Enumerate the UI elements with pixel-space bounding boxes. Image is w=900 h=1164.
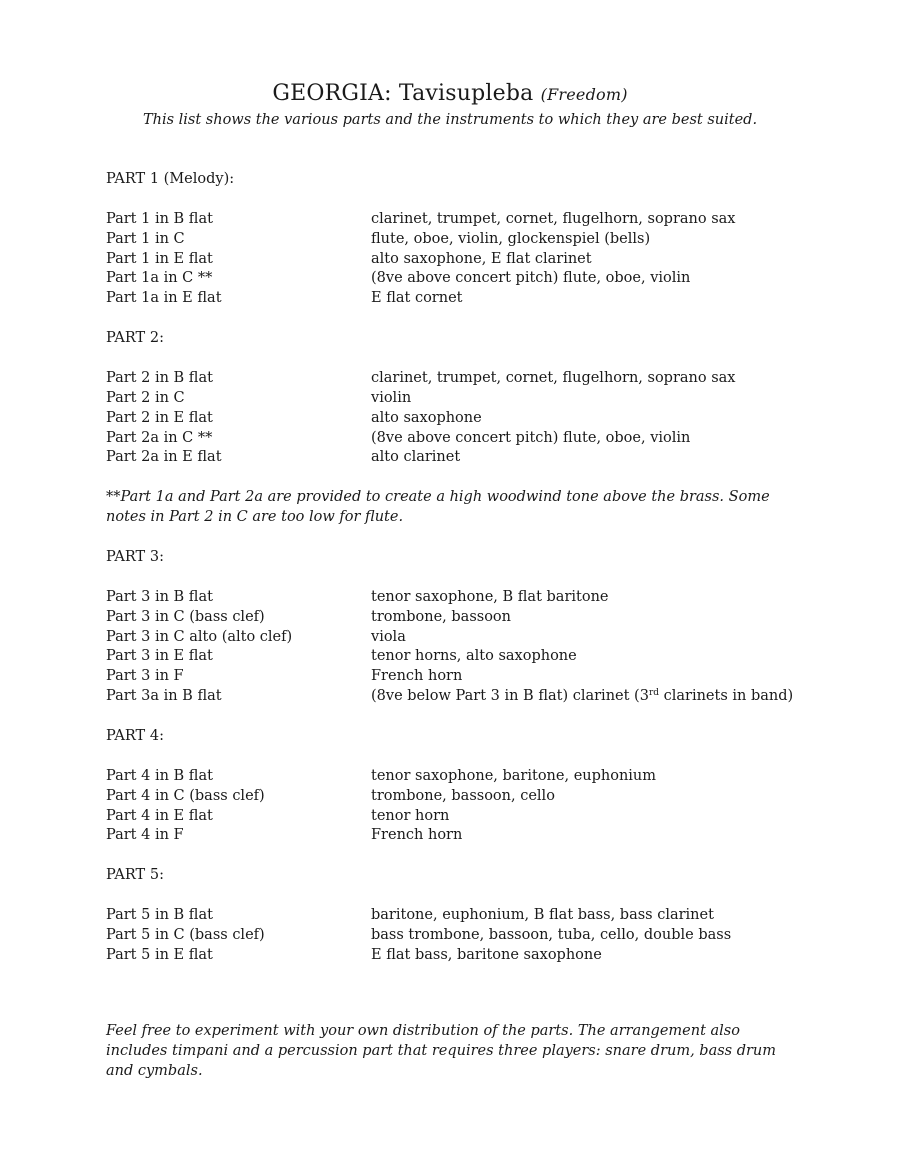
part-row <box>106 647 806 667</box>
part-instruments: tenor saxophone, B flat baritone <box>371 588 609 605</box>
part-row <box>106 409 806 429</box>
part-name: Part 3 in F <box>106 668 184 685</box>
title-translation: (Freedom) <box>540 85 628 104</box>
spacer <box>106 846 806 866</box>
part-instruments: E flat bass, baritone saxophone <box>371 946 602 963</box>
spacer <box>106 309 806 329</box>
part-name: Part 5 in B flat <box>106 906 213 923</box>
spacer <box>106 747 806 767</box>
part-instruments: tenor horns, alto saxophone <box>371 648 577 665</box>
part-row <box>106 588 806 608</box>
spacer <box>106 468 806 488</box>
part-instruments: baritone, euphonium, B flat bass, bass clarinet <box>371 906 714 923</box>
part-instruments: E flat cornet <box>371 290 463 307</box>
part-name: Part 5 in E flat <box>106 946 213 963</box>
part-row <box>106 448 806 468</box>
spacer <box>106 568 806 588</box>
part-row <box>106 667 806 687</box>
part-row <box>106 926 806 946</box>
part-name: Part 1a in C ** <box>106 270 213 287</box>
part-name: Part 4 in C (bass clef) <box>106 787 265 804</box>
part-row <box>106 767 806 787</box>
spacer <box>106 528 806 548</box>
section-heading-part-1: PART 1 (Melody): <box>106 171 235 187</box>
page-subtitle: This list shows the various parts and the instruments to which they are best suited. <box>142 112 758 128</box>
instruments-text: (8ve below Part 3 in B flat) clarinet (3 <box>371 688 649 705</box>
part-row <box>106 250 806 270</box>
woodwind-note: **Part 1a and Part 2a are provided to create a high woodwind tone above the brass. Some notes in Part 2 in C are too low for flute. <box>106 489 770 526</box>
part-name: Part 3 in B flat <box>106 588 213 605</box>
part-row <box>106 389 806 409</box>
part-instruments: French horn <box>371 827 463 844</box>
instruments-text: clarinets in band) <box>659 688 794 705</box>
part-instruments: tenor horn <box>371 807 450 824</box>
part-instruments: violin <box>371 389 412 406</box>
part-row <box>106 946 806 966</box>
part-name: Part 2a in C ** <box>106 429 213 446</box>
part-instruments: tenor saxophone, baritone, euphonium <box>371 767 657 784</box>
part-instruments: flute, oboe, violin, glockenspiel (bells) <box>371 230 651 247</box>
part-instruments: (8ve above concert pitch) flute, oboe, violin <box>371 429 691 446</box>
part-name: Part 5 in C (bass clef) <box>106 926 265 943</box>
part-instruments: alto saxophone, E flat clarinet <box>371 250 592 267</box>
footer-note: Feel free to experiment with your own distribution of the parts. The arrangement also includes timpani and a percussion part that requires three players: snare drum, bass drum and cymbals. <box>106 1023 777 1079</box>
part-name: Part 3 in C (bass clef) <box>106 608 265 625</box>
part-instruments: trombone, bassoon <box>371 608 511 625</box>
spacer <box>106 349 806 369</box>
part-instruments: alto saxophone <box>371 409 482 426</box>
part-name: Part 1 in B flat <box>106 210 213 227</box>
part-name: Part 3 in C alto (alto clef) <box>106 628 293 645</box>
part-name: Part 2a in E flat <box>106 449 222 466</box>
spacer <box>106 190 806 210</box>
part-name: Part 1 in C <box>106 230 185 247</box>
part-instruments: alto clarinet <box>371 449 461 466</box>
part-row <box>106 429 806 449</box>
section-heading-part-4: PART 4: <box>106 727 164 744</box>
part-row <box>106 269 806 289</box>
part-name: Part 4 in B flat <box>106 767 213 784</box>
part-instruments: bass trombone, bassoon, tuba, cello, double bass <box>371 926 732 943</box>
part-name: Part 4 in F <box>106 827 184 844</box>
section-heading-part-2: PART 2: <box>106 330 164 347</box>
part-name: Part 3a in B flat <box>106 688 222 705</box>
part-row <box>106 289 806 309</box>
part-name: Part 1a in E flat <box>106 290 222 307</box>
part-instruments: trombone, bassoon, cello <box>371 787 555 804</box>
part-row <box>106 628 806 648</box>
part-name: Part 2 in C <box>106 389 185 406</box>
part-instruments: viola <box>371 628 406 645</box>
part-row <box>106 687 806 707</box>
part-name: Part 3 in E flat <box>106 648 213 665</box>
part-name: Part 1 in E flat <box>106 250 213 267</box>
part-instruments <box>371 687 806 707</box>
section-heading-part-5: PART 5: <box>106 867 164 884</box>
title-main: GEORGIA: Tavisupleba <box>272 81 534 106</box>
part-row <box>106 826 806 846</box>
part-row <box>106 369 806 389</box>
ordinal-suffix: rd <box>648 688 660 699</box>
part-row <box>106 906 806 926</box>
spacer <box>106 707 806 727</box>
parts-list <box>106 170 806 966</box>
part-row <box>106 787 806 807</box>
section-heading-part-3: PART 3: <box>106 548 164 565</box>
part-instruments: French horn <box>371 668 463 685</box>
part-row <box>106 608 806 628</box>
part-name: Part 4 in E flat <box>106 807 213 824</box>
page-title <box>0 80 900 109</box>
part-instruments: (8ve above concert pitch) flute, oboe, violin <box>371 270 691 287</box>
part-row <box>106 210 806 230</box>
part-row <box>106 807 806 827</box>
part-instruments: clarinet, trumpet, cornet, flugelhorn, soprano sax <box>371 369 736 386</box>
part-instruments: clarinet, trumpet, cornet, flugelhorn, soprano sax <box>371 210 736 227</box>
spacer <box>106 886 806 906</box>
part-row <box>106 230 806 250</box>
part-name: Part 2 in E flat <box>106 409 213 426</box>
part-name: Part 2 in B flat <box>106 369 213 386</box>
